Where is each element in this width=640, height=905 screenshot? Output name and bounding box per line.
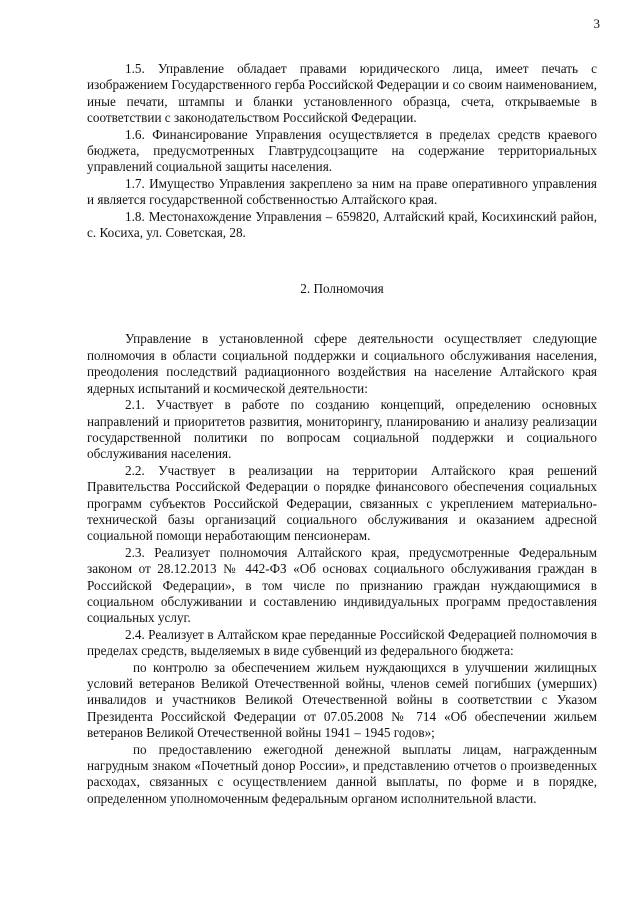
section-title-powers: 2. Полномочия (300, 281, 384, 297)
paragraph-1-6: 1.6. Финансирование Управления осуществляется в пределах средств краевого бюджета, предусмотренных Главтрудсоцзащите на содержание территориальных управлений социальной защиты населения. (87, 126, 597, 175)
paragraph-2-4-housing-control: по контролю за обеспечением жильем нуждающихся в улучшении жилищных условий ветеранов Великой Отечественной войны, членов семей погибших (умерших) инвалидов и участников Великой Отечественной войны в соответствии с Указом Президента Российской Федерации от 07.05.2008 № 714 «Об обеспечении жильем ветеранов Великой Отечественной войны 1941 – 1945 годов»; (87, 659, 597, 741)
paragraph-2-4-donor-payment: по предоставлению ежегодной денежной выплаты лицам, награжденным нагрудным знаком «Почетный донор России», и представлению отчетов о произведенных расходах, связанных с осуществлением данной выплаты, по форме и в порядке, определенном уполномоченным федеральным органом исполнительной власти. (87, 741, 597, 806)
document-content (87, 61, 597, 807)
paragraph-2-4: 2.4. Реализует в Алтайском крае переданные Российской Федерацией полномочия в пределах средств, выделяемых в виде субвенций из федерального бюджета: (87, 626, 597, 659)
paragraph-1-8: 1.8. Местонахождение Управления – 659820, Алтайский край, Косихинский район, с. Косиха, ул. Советская, 28. (87, 208, 597, 241)
paragraph-1-7: 1.7. Имущество Управления закреплено за ним на праве оперативного управления и является государственной собственностью Алтайского края. (87, 175, 597, 208)
section-intro: Управление в установленной сфере деятельности осуществляет следующие полномочия в области социальной поддержки и социального обслуживания населения, преодоления последствий радиационного воздействия на население Алтайского края ядерных испытаний и космической деятельности: (87, 331, 597, 396)
paragraph-2-1: 2.1. Участвует в работе по созданию концепций, определению основных направлений и приоритетов развития, мониторингу, планированию и анализу реализации государственной политики по вопросам социальной поддержки и социального обслуживания населения. (87, 397, 597, 462)
paragraph-2-3: 2.3. Реализует полномочия Алтайского края, предусмотренные Федеральным законом от 28.12.2013 № 442-ФЗ «Об основах социального обслуживания граждан в Российской Федерации», в том числе по признанию граждан нуждающимися в социальном обслуживании и составлению индивидуальных программ предоставления социальных услуг. (87, 544, 597, 626)
paragraph-1-5: 1.5. Управление обладает правами юридического лица, имеет печать с изображением Государственного герба Российской Федерации и со своим наименованием, иные печати, штампы и бланки установленного образца, счета, открываемые в соответствии с законодательством Российской Федерации. (87, 61, 597, 126)
page-number: 3 (593, 16, 600, 31)
paragraph-2-2: 2.2. Участвует в реализации на территории Алтайского края решений Правительства Российской Федерации о порядке финансового обеспечения социальных программ субъектов Российской Федерации, связанных с укреплением материально-технической базы организаций социального обслуживания и оказанием адресной социальной помощи неработающим пенсионерам. (87, 462, 597, 544)
